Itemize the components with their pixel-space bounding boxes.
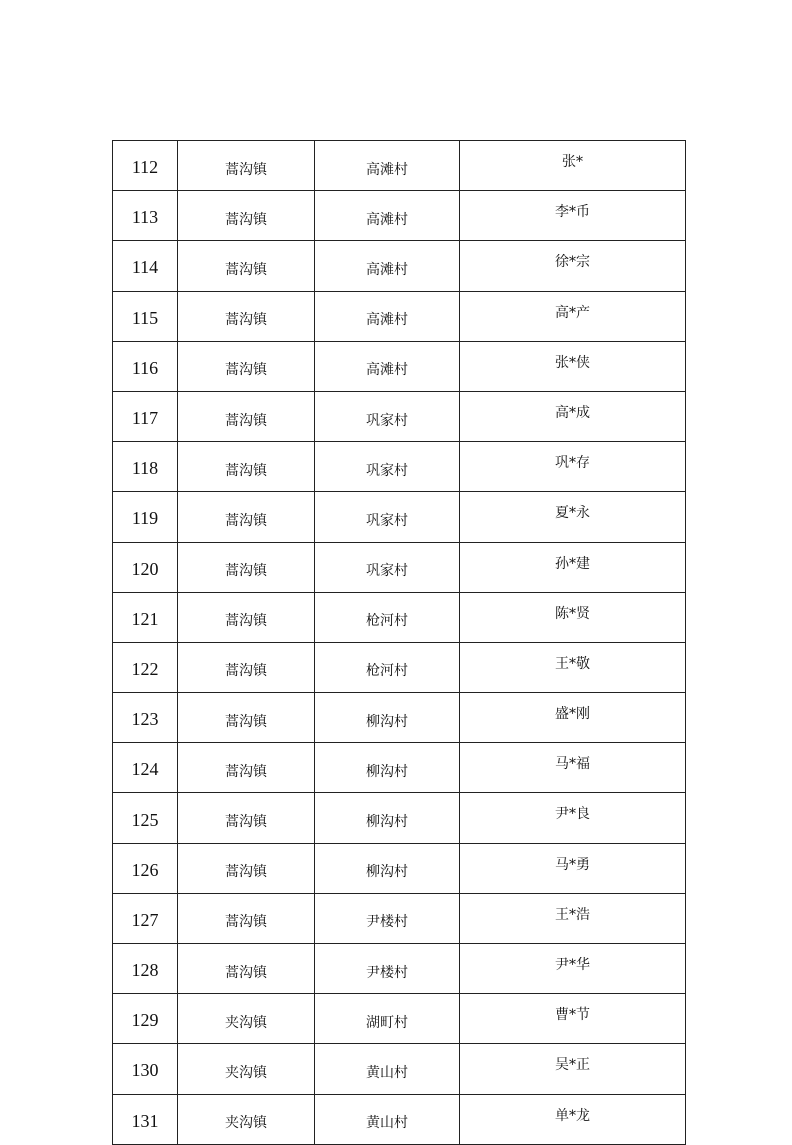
table-row bbox=[113, 141, 686, 191]
table-row bbox=[113, 743, 686, 793]
town-cell: 夹沟镇 bbox=[178, 1094, 315, 1144]
village-cell: 高滩村 bbox=[315, 241, 460, 291]
name-cell: 吴*正 bbox=[460, 1044, 686, 1094]
row-number-cell: 114 bbox=[113, 241, 178, 291]
village-cell: 柳沟村 bbox=[315, 793, 460, 843]
town-cell: 蒿沟镇 bbox=[178, 793, 315, 843]
roster-table-body bbox=[113, 141, 686, 1145]
town-cell: 蒿沟镇 bbox=[178, 642, 315, 692]
row-number-cell: 113 bbox=[113, 191, 178, 241]
name-cell: 巩*存 bbox=[460, 442, 686, 492]
row-number-cell: 115 bbox=[113, 291, 178, 341]
village-cell: 黄山村 bbox=[315, 1094, 460, 1144]
row-number-cell: 117 bbox=[113, 391, 178, 441]
row-number-cell: 116 bbox=[113, 341, 178, 391]
name-cell: 李*币 bbox=[460, 191, 686, 241]
row-number-cell: 130 bbox=[113, 1044, 178, 1094]
table-row bbox=[113, 1044, 686, 1094]
name-cell: 张*侠 bbox=[460, 341, 686, 391]
town-cell: 蒿沟镇 bbox=[178, 893, 315, 943]
village-cell: 柳沟村 bbox=[315, 693, 460, 743]
name-cell: 尹*华 bbox=[460, 944, 686, 994]
table-row bbox=[113, 1094, 686, 1144]
table-row bbox=[113, 994, 686, 1044]
table-row bbox=[113, 944, 686, 994]
village-cell: 巩家村 bbox=[315, 492, 460, 542]
town-cell: 蒿沟镇 bbox=[178, 341, 315, 391]
row-number-cell: 124 bbox=[113, 743, 178, 793]
village-cell: 巩家村 bbox=[315, 442, 460, 492]
row-number-cell: 128 bbox=[113, 944, 178, 994]
town-cell: 蒿沟镇 bbox=[178, 693, 315, 743]
table-row bbox=[113, 893, 686, 943]
row-number-cell: 121 bbox=[113, 592, 178, 642]
row-number-cell: 118 bbox=[113, 442, 178, 492]
table-row bbox=[113, 241, 686, 291]
row-number-cell: 126 bbox=[113, 843, 178, 893]
row-number-cell: 122 bbox=[113, 642, 178, 692]
row-number-cell: 125 bbox=[113, 793, 178, 843]
table-row bbox=[113, 391, 686, 441]
town-cell: 蒿沟镇 bbox=[178, 843, 315, 893]
table-row bbox=[113, 542, 686, 592]
village-cell: 柳沟村 bbox=[315, 843, 460, 893]
roster-table bbox=[112, 140, 686, 1145]
name-cell: 马*勇 bbox=[460, 843, 686, 893]
town-cell: 蒿沟镇 bbox=[178, 542, 315, 592]
table-row bbox=[113, 442, 686, 492]
document-page bbox=[112, 140, 686, 1145]
row-number-cell: 120 bbox=[113, 542, 178, 592]
name-cell: 陈*贤 bbox=[460, 592, 686, 642]
village-cell: 高滩村 bbox=[315, 141, 460, 191]
village-cell: 黄山村 bbox=[315, 1044, 460, 1094]
name-cell: 张* bbox=[460, 141, 686, 191]
row-number-cell: 127 bbox=[113, 893, 178, 943]
name-cell: 马*福 bbox=[460, 743, 686, 793]
town-cell: 夹沟镇 bbox=[178, 994, 315, 1044]
row-number-cell: 112 bbox=[113, 141, 178, 191]
village-cell: 高滩村 bbox=[315, 341, 460, 391]
table-row bbox=[113, 341, 686, 391]
town-cell: 蒿沟镇 bbox=[178, 141, 315, 191]
village-cell: 尹楼村 bbox=[315, 944, 460, 994]
name-cell: 尹*良 bbox=[460, 793, 686, 843]
village-cell: 柳沟村 bbox=[315, 743, 460, 793]
table-row bbox=[113, 843, 686, 893]
name-cell: 徐*宗 bbox=[460, 241, 686, 291]
town-cell: 蒿沟镇 bbox=[178, 944, 315, 994]
table-row bbox=[113, 291, 686, 341]
village-cell: 枪河村 bbox=[315, 592, 460, 642]
name-cell: 孙*建 bbox=[460, 542, 686, 592]
table-row bbox=[113, 642, 686, 692]
town-cell: 蒿沟镇 bbox=[178, 241, 315, 291]
town-cell: 蒿沟镇 bbox=[178, 592, 315, 642]
name-cell: 高*成 bbox=[460, 391, 686, 441]
town-cell: 蒿沟镇 bbox=[178, 391, 315, 441]
name-cell: 王*敬 bbox=[460, 642, 686, 692]
town-cell: 蒿沟镇 bbox=[178, 291, 315, 341]
town-cell: 蒿沟镇 bbox=[178, 442, 315, 492]
name-cell: 单*龙 bbox=[460, 1094, 686, 1144]
village-cell: 巩家村 bbox=[315, 391, 460, 441]
row-number-cell: 119 bbox=[113, 492, 178, 542]
village-cell: 湖町村 bbox=[315, 994, 460, 1044]
village-cell: 枪河村 bbox=[315, 642, 460, 692]
village-cell: 高滩村 bbox=[315, 191, 460, 241]
village-cell: 巩家村 bbox=[315, 542, 460, 592]
town-cell: 蒿沟镇 bbox=[178, 743, 315, 793]
village-cell: 尹楼村 bbox=[315, 893, 460, 943]
name-cell: 曹*节 bbox=[460, 994, 686, 1044]
row-number-cell: 131 bbox=[113, 1094, 178, 1144]
name-cell: 王*浩 bbox=[460, 893, 686, 943]
table-row bbox=[113, 793, 686, 843]
table-row bbox=[113, 592, 686, 642]
row-number-cell: 129 bbox=[113, 994, 178, 1044]
table-row bbox=[113, 191, 686, 241]
village-cell: 高滩村 bbox=[315, 291, 460, 341]
town-cell: 夹沟镇 bbox=[178, 1044, 315, 1094]
row-number-cell: 123 bbox=[113, 693, 178, 743]
table-row bbox=[113, 492, 686, 542]
name-cell: 夏*永 bbox=[460, 492, 686, 542]
name-cell: 盛*刚 bbox=[460, 693, 686, 743]
town-cell: 蒿沟镇 bbox=[178, 191, 315, 241]
name-cell: 高*产 bbox=[460, 291, 686, 341]
town-cell: 蒿沟镇 bbox=[178, 492, 315, 542]
table-row bbox=[113, 693, 686, 743]
